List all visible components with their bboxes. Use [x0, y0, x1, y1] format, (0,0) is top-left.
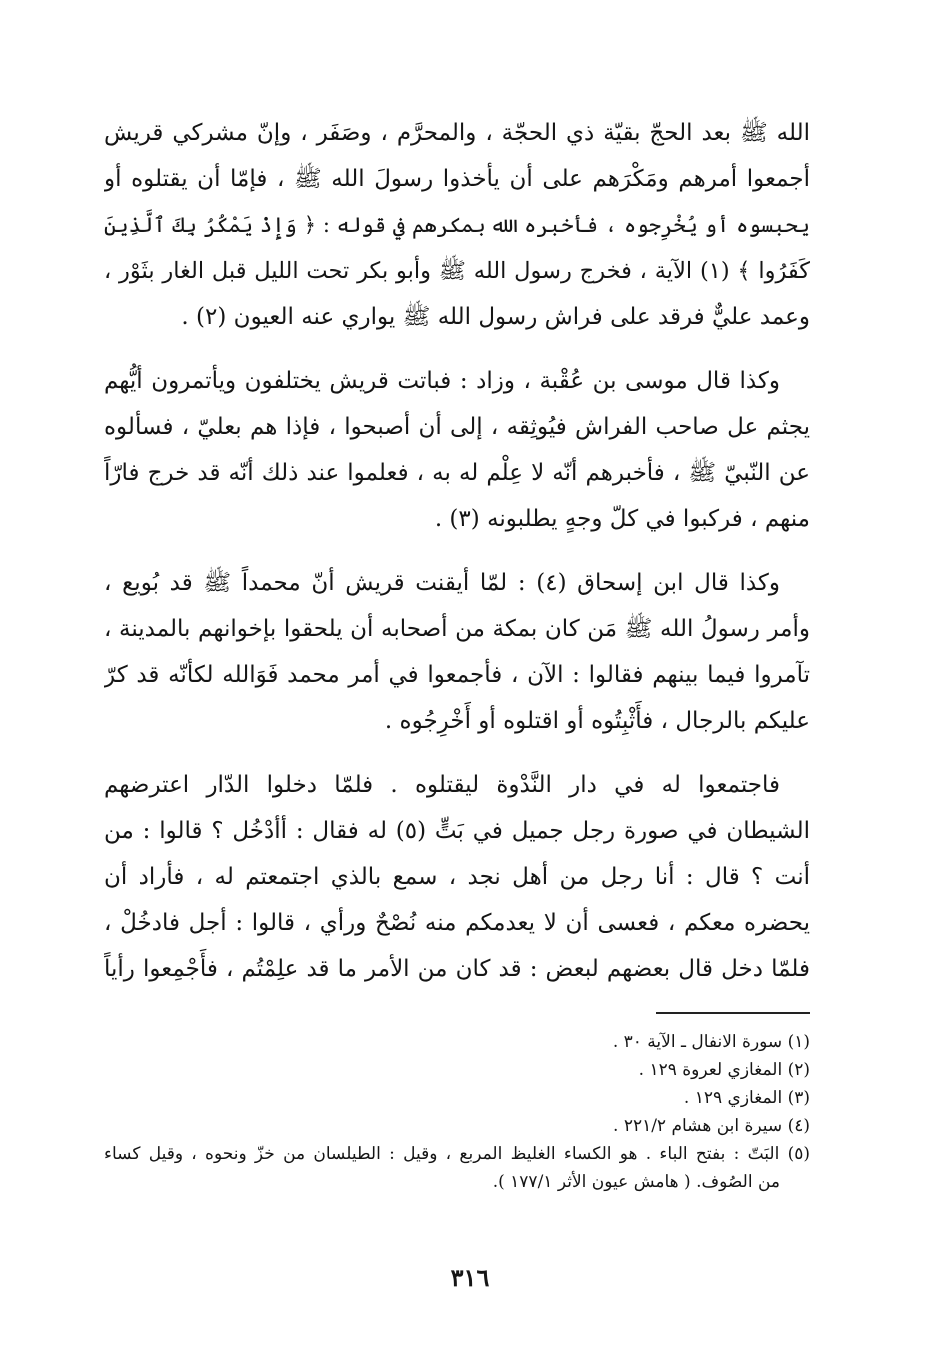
footnote-2: (٢) المغازي لعروة ١٢٩ . — [638, 1060, 810, 1080]
footnote-3: (٣) المغازي ١٢٩ . — [683, 1088, 810, 1108]
paragraph-2 — [104, 358, 810, 542]
page-number: ٣١٦ — [450, 1263, 490, 1292]
footnotes — [104, 1028, 810, 1196]
paragraph-1 — [104, 110, 810, 340]
text-line: تآمروا فيما بينهم فقالوا : الآن ، فأجمعوا في أمر محمد فَوَالله لكأنّه قد كرّ — [104, 662, 810, 688]
text-line: يجثم عل صاحب الفراش فيُوثِقه ، إلى أن أصبحوا ، فإذا هم بعليّ ، فسألوه — [104, 414, 810, 440]
footnote-1: (١) سورة الانفال ـ الآية ٣٠ . — [612, 1032, 810, 1052]
footnote-divider — [656, 1012, 810, 1014]
text-line: وكذا قال موسى بن عُقْبة ، وزاد : فباتت قريش يختلفون ويأتمرون أيُّهم — [104, 368, 780, 394]
text-line: يحبسوه أو يُخْرِجوه ، فأخبره الله بمكرهم في قوله : ﴿ وَإِذْ يَمْكُرُ بِكَ ٱلَّذِينَ — [104, 213, 810, 237]
text-line: وكذا قال ابن إسحاق (٤) : لمّا أيقنت قريش أنّ محمداً ﷺ قد بُويع ، — [104, 570, 780, 596]
text-line: أجمعوا أمرهم ومَكْرَهم على أن يأخذوا رسولَ الله ﷺ ، فإمّا أن يقتلوه أو — [104, 166, 810, 192]
text-line: الله ﷺ بعد الحجّ بقيّة ذي الحجّة ، والمحرَّم ، وصَفَر ، وإنّ مشركي قريش — [104, 120, 810, 146]
paragraph-4 — [104, 762, 810, 992]
text-line: عن النّبيّ ﷺ ، فأخبرهم أنّه لا عِلْم له به ، فعلموا عند ذلك أنّه قد خرج فارّاً — [104, 460, 810, 486]
text-line: كَفَرُوا ﴾ (١) الآية ، فخرج رسول الله ﷺ وأبو بكر تحت الليل قبل الغار بثَوْر ، — [104, 258, 810, 284]
text-line: الشيطان في صورة رجل جميل في بَتٍّ (٥) له فقال : أأدْخُل ؟ قالوا : من — [104, 818, 810, 844]
footnote-4: (٤) سيرة ابن هشام ٢٢١/٢ . — [613, 1116, 810, 1136]
footnote-5-continuation: من الصُوف. ( هامش عيون الأثر ١٧٧/١ ). — [492, 1172, 780, 1192]
text-line: منهم ، فركبوا في كلّ وجهٍ يطلبونه (٣) . — [434, 506, 810, 532]
text-line: أنت ؟ قال : أنا رجل من أهل نجد ، سمع بالذي اجتمعتم له ، فأراد أن — [104, 864, 810, 890]
text-line: فاجتمعوا له في دار النَّدْوة ليقتلوه . فلمّا دخلوا الدّار اعترضهم — [104, 772, 780, 798]
text-line: وأمر رسولُ الله ﷺ مَن كان بمكة من أصحابه أن يلحقوا بإخوانهم بالمدينة ، — [104, 616, 810, 642]
footnote-5: (٥) البَتّ : بفتح الباء . هو الكساء الغليظ المربع ، وقيل : الطيلسان من خزّ ونحوه ، وقيل كساء — [104, 1144, 810, 1164]
text-line: عليكم بالرجال ، فأَثْبِتُوه أو اقتلوه أو أَخْرِجُوه . — [384, 708, 810, 734]
text-line: يحضره معكم ، فعسى أن لا يعدمكم منه نُصْحٌ ورأي ، قالوا : أجل فادخُلْ ، — [104, 910, 810, 936]
text-line: وعمد عليٌّ فرقد على فراش رسول الله ﷺ يواري عنه العيون (٢) . — [181, 304, 810, 330]
text-line: فلمّا دخل قال بعضهم لبعض : قد كان من الأمر ما قد علِمْتُم ، فأَجْمِعوا رأياً — [104, 956, 810, 982]
paragraph-3 — [104, 560, 810, 744]
